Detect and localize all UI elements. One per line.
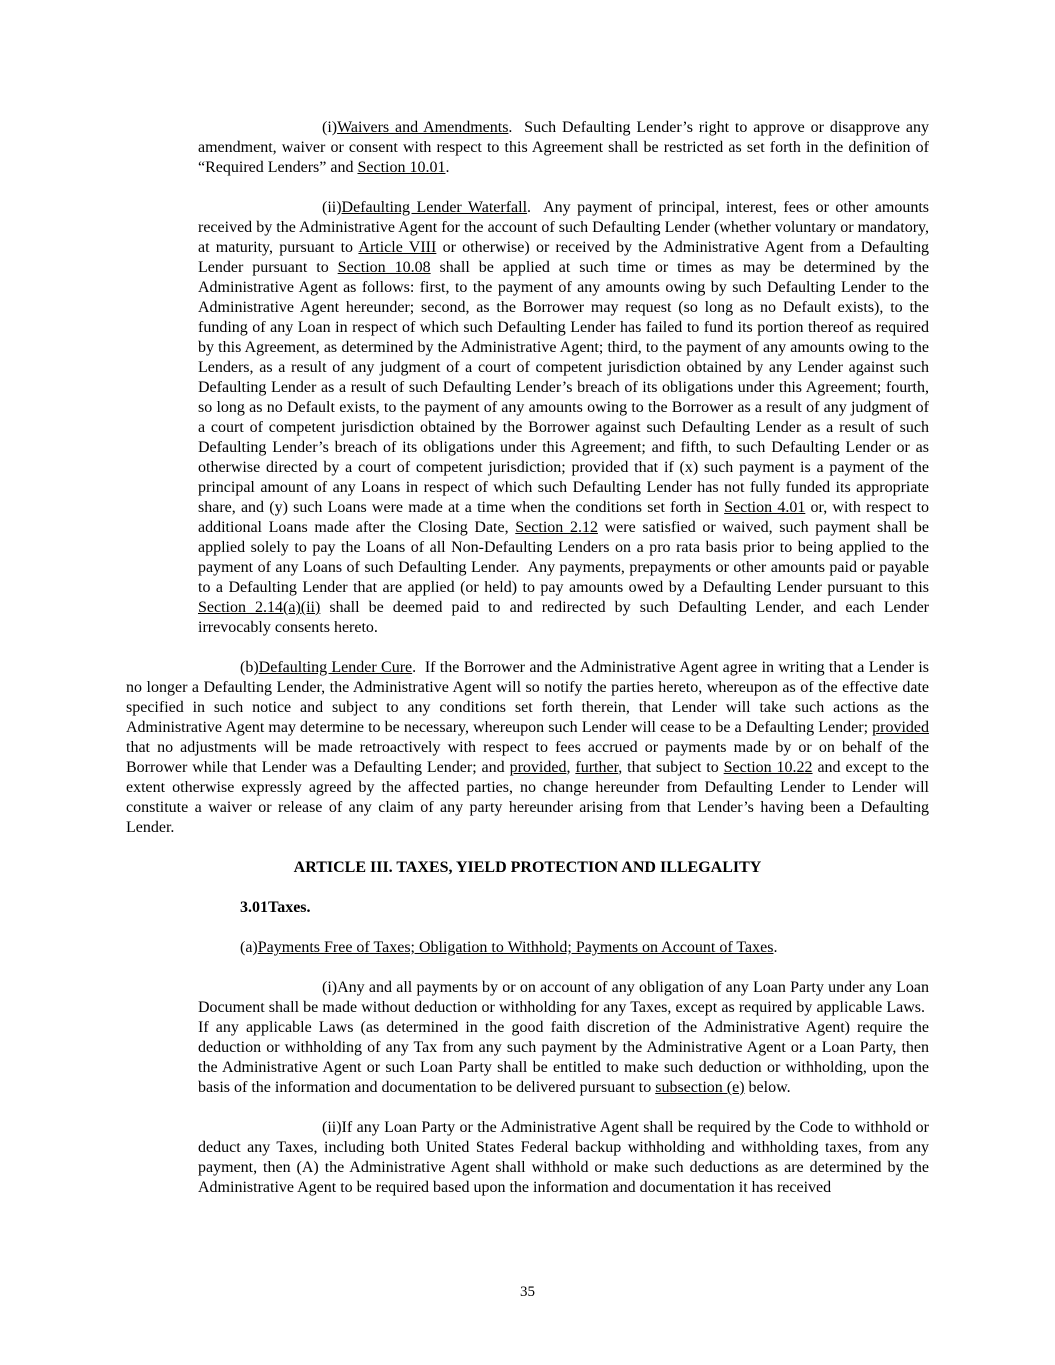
paragraph-a-i-payments-free-of-taxes: (i)Any and all payments by or on account of any obligation of any Loan Party under any Loan Document shall be made without deduction or withholding for any Taxes, except as required by applicable Laws. If any applicable Laws (as determined in the good faith discretion of the Administrative Agent) require the deduction or withholding of any Tax from any such payment by the Administrative Agent or a Loan Party, then the Administrative Agent or such Loan Party shall be entitled to make such deduction or withholding, upon the basis of the information and documentation to be delivered pursuant to subsection (e) below. [198, 979, 929, 1096]
subsection-a-heading: (a)Payments Free of Taxes; Obligation to Withhold; Payments on Account of Taxes. [240, 939, 778, 956]
article-iii-heading: ARTICLE III. TAXES, YIELD PROTECTION AND ILLEGALITY [293, 859, 762, 876]
document-page [126, 118, 929, 1218]
paragraph-a-ii-withholding: (ii)If any Loan Party or the Administrative Agent shall be required by the Code to withhold or deduct any Taxes, including both United States Federal backup withholding and withholding taxes, from any payment, then (A) the Administrative Agent shall withhold or make such deductions as are determined by the Administrative Agent to be required based upon the information and documentation it has received [198, 1119, 929, 1196]
paragraph-defaulting-lender-cure: (b)Defaulting Lender Cure. If the Borrower and the Administrative Agent agree in writing that a Lender is no longer a Defaulting Lender, the Administrative Agent will so notify the parties hereto, whereupon as of the effective date specified in such notice and subject to any conditions set forth therein, that Lender will take such actions as the Administrative Agent may determine to be necessary, whereupon such Lender will cease to be a Defaulting Lender; provided that no adjustments will be made retroactively with respect to fees accrued or payments made by or on behalf of the Borrower while that Lender was a Defaulting Lender; and provided, further, that subject to Section 10.22 and except to the extent otherwise expressly agreed by the affected parties, no change hereunder from Defaulting Lender to Lender will constitute a waiver or release of any claim of any party hereunder arising from that Lender’s having been a Defaulting Lender. [126, 659, 930, 836]
section-heading-3-01-taxes: 3.01Taxes. [240, 899, 311, 916]
paragraph-defaulting-lender-waterfall: (ii)Defaulting Lender Waterfall. Any payment of principal, interest, fees or other amounts received by the Administrative Agent for the account of such Defaulting Lender (whether voluntary or mandatory, at maturity, pursuant to Article VIII or otherwise) or received by the Administrative Agent from a Defaulting Lender pursuant to Section 10.08 shall be applied at such time or times as may be determined by the Administrative Agent as follows: first, to the payment of any amounts owing by such Defaulting Lender to the Administrative Agent hereunder; second, as the Borrower may request (so long as no Default exists), to the funding of any Loan in respect of which such Defaulting Lender has failed to fund its portion thereof as required by this Agreement, as determined by the Administrative Agent; third, to the payment of any amounts owing to the Lenders, as a result of any judgment of a court of competent jurisdiction obtained by any Lender against such Defaulting Lender as a result of such Defaulting Lender’s breach of its obligations under this Agreement; fourth, so long as no Default exists, to the payment of any amounts owing to the Borrower as a result of any judgment of a court of competent jurisdiction obtained by the Borrower against such Defaulting Lender as a result of such Defaulting Lender’s breach of its obligations under this Agreement; and fifth, to such Defaulting Lender or as otherwise directed by a court of competent jurisdiction; provided that if (x) such payment is a payment of the principal amount of any Loans in respect of which such Defaulting Lender has not fully funded its appropriate share, and (y) such Loans were made at a time when the conditions set forth in Section 4.01 or, with respect to additional Loans made after the Closing Date, Section 2.12 were satisfied or waived, such payment shall be applied solely to pay the Loans of all Non-Defaulting Lenders on a pro rata basis prior to being applied to the payment of any Loans of such Defaulting Lender. Any payments, prepayments or other amounts paid or payable to a Defaulting Lender that are applied (or held) to pay amounts owed by a Defaulting Lender pursuant to this Section 2.14(a)(ii) shall be deemed paid to and redirected by such Defaulting Lender, and each Lender irrevocably consents hereto. [198, 199, 930, 636]
paragraph-waivers-and-amendments: (i)Waivers and Amendments. Such Defaulting Lender’s right to approve or disapprove any amendment, waiver or consent with respect to this Agreement shall be restricted as set forth in the definition of “Required Lenders” and Section 10.01. [198, 119, 929, 176]
page-number: 35 [520, 1284, 535, 1300]
